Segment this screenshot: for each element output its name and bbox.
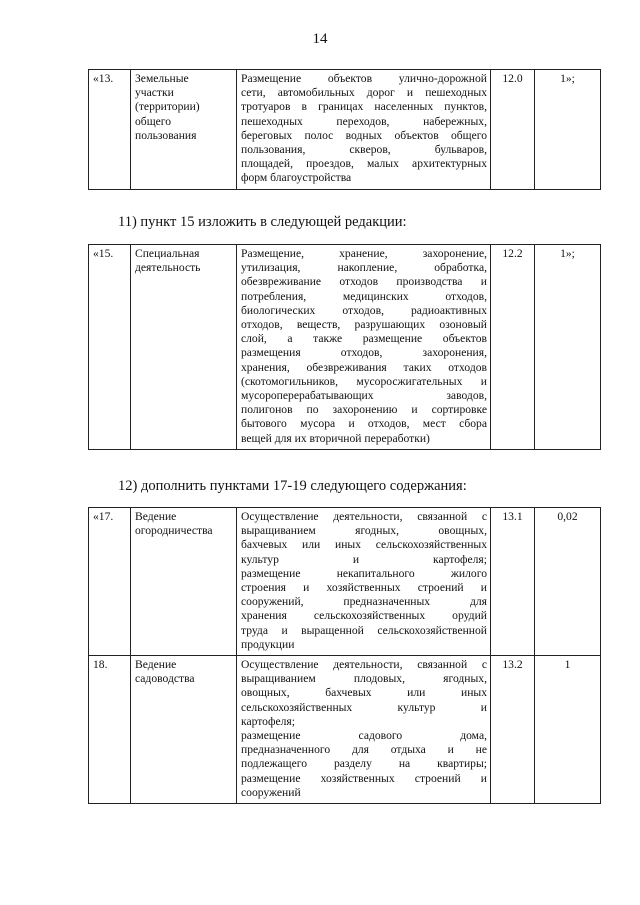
text-line: Осуществление деятельности, связанной с (241, 658, 487, 672)
text-line: предназначенного для отдыха и не (241, 743, 487, 757)
item-name (131, 508, 237, 656)
item-number: «15. (89, 245, 131, 450)
text-line: Размещение объектов улично-дорожной (241, 72, 487, 85)
item-value: 0,02 (535, 508, 601, 656)
text-line: утилизация, накопление, обработка, (241, 261, 487, 275)
item-number: 18. (89, 656, 131, 804)
text-line: пользования (135, 128, 197, 142)
text-line: (территории) (135, 100, 200, 114)
table-item-13 (88, 69, 601, 190)
text-line: пользования, скверов, бульваров, (241, 143, 487, 157)
table-row (89, 508, 601, 656)
item-code: 13.1 (491, 508, 535, 656)
text-line: мусороперерабатывающих заводов, (241, 389, 487, 403)
text-line: подлежащего разделу на квартиры; (241, 757, 487, 771)
text-line: огородничества (135, 524, 213, 538)
table-item-15 (88, 244, 601, 450)
item-name (131, 70, 237, 190)
text-line: береговых полос водных объектов общего (241, 128, 487, 142)
text-line: обезвреживание отходов производства и (241, 275, 487, 289)
text-line: размещение некапитального жилого (241, 566, 487, 580)
page-number: 14 (312, 31, 328, 47)
text-line: выращиванием плодовых, ягодных, (241, 672, 487, 686)
item-description (237, 245, 491, 450)
item-value: 1 (535, 656, 601, 804)
text-line: Специальная (135, 247, 200, 260)
text-line: Ведение (135, 658, 177, 672)
item-description (237, 508, 491, 656)
text-line: тротуаров в границах населенных пунктов, (241, 100, 487, 114)
text-line: сооружений (241, 785, 301, 799)
text-line: выращиванием ягодных, овощных, (241, 524, 487, 538)
text-line: полигонов по захоронению и сортировке (241, 403, 487, 417)
text-line: площадей, проездов, малых архитектурных (241, 157, 487, 171)
text-line: Ведение (135, 510, 177, 523)
text-line: картофеля; (241, 714, 295, 728)
item-code: 12.2 (491, 245, 535, 450)
text-line: размещение садового дома, (241, 729, 487, 743)
item-description (237, 656, 491, 804)
text-line: хранения сельскохозяйственных орудий (241, 609, 487, 623)
item-name (131, 656, 237, 804)
text-line: биологических отходов, радиоактивных (241, 303, 487, 317)
text-line: Земельные (135, 72, 189, 85)
text-line: размещения отходов, захоронения, (241, 346, 487, 360)
text-line: строения и хозяйственных строений и (241, 581, 487, 595)
text-line: деятельность (135, 261, 201, 275)
item-number: «13. (89, 70, 131, 190)
item-description (237, 70, 491, 190)
item-number: «17. (89, 508, 131, 656)
text-line: продукции (241, 637, 295, 651)
text-line: пешеходных переходов, набережных, (241, 114, 487, 128)
table-row (89, 656, 601, 804)
text-line: участки (135, 86, 174, 100)
text-line: садоводства (135, 672, 195, 686)
text-line: бытового мусора и отходов, мест сбора (241, 417, 487, 431)
text-line: (скотомогильников, мусоросжигательных и (241, 374, 487, 388)
text-line: отходов, веществ, разрушающих озоновый (241, 318, 487, 332)
item-value: 1»; (535, 245, 601, 450)
text-line: общего (135, 114, 172, 128)
item-name (131, 245, 237, 450)
table-items-17-18 (88, 507, 601, 804)
text-line: размещение хозяйственных строений и (241, 771, 487, 785)
text-line: овощных, бахчевых или иных (241, 686, 487, 700)
item-code: 13.2 (491, 656, 535, 804)
paragraph-12: 12) дополнить пунктами 17-19 следующего содержания: (118, 478, 467, 494)
paragraph-11: 11) пункт 15 изложить в следующей редакции: (118, 214, 407, 230)
text-line: хранения, обезвреживания таких отходов (241, 360, 487, 374)
table-row (89, 245, 601, 450)
text-line: слой, а также размещение объектов (241, 332, 487, 346)
text-line: культур и картофеля; (241, 552, 487, 566)
table-row (89, 70, 601, 190)
text-line: форм благоустройства (241, 171, 352, 185)
text-line: бахчевых или иных сельскохозяйственных (241, 538, 487, 552)
text-line: Размещение, хранение, захоронение, (241, 247, 487, 260)
text-line: вещей для их вторичной переработки) (241, 431, 430, 445)
text-line: сельскохозяйственных культур и (241, 700, 487, 714)
item-value: 1»; (535, 70, 601, 190)
item-code: 12.0 (491, 70, 535, 190)
text-line: сети, автомобильных дорог и пешеходных (241, 86, 487, 100)
text-line: сооружений, предназначенных для (241, 595, 487, 609)
text-line: потребления, медицинских отходов, (241, 289, 487, 303)
text-line: труда и выращенной сельскохозяйственной (241, 623, 487, 637)
text-line: Осуществление деятельности, связанной с (241, 510, 487, 523)
